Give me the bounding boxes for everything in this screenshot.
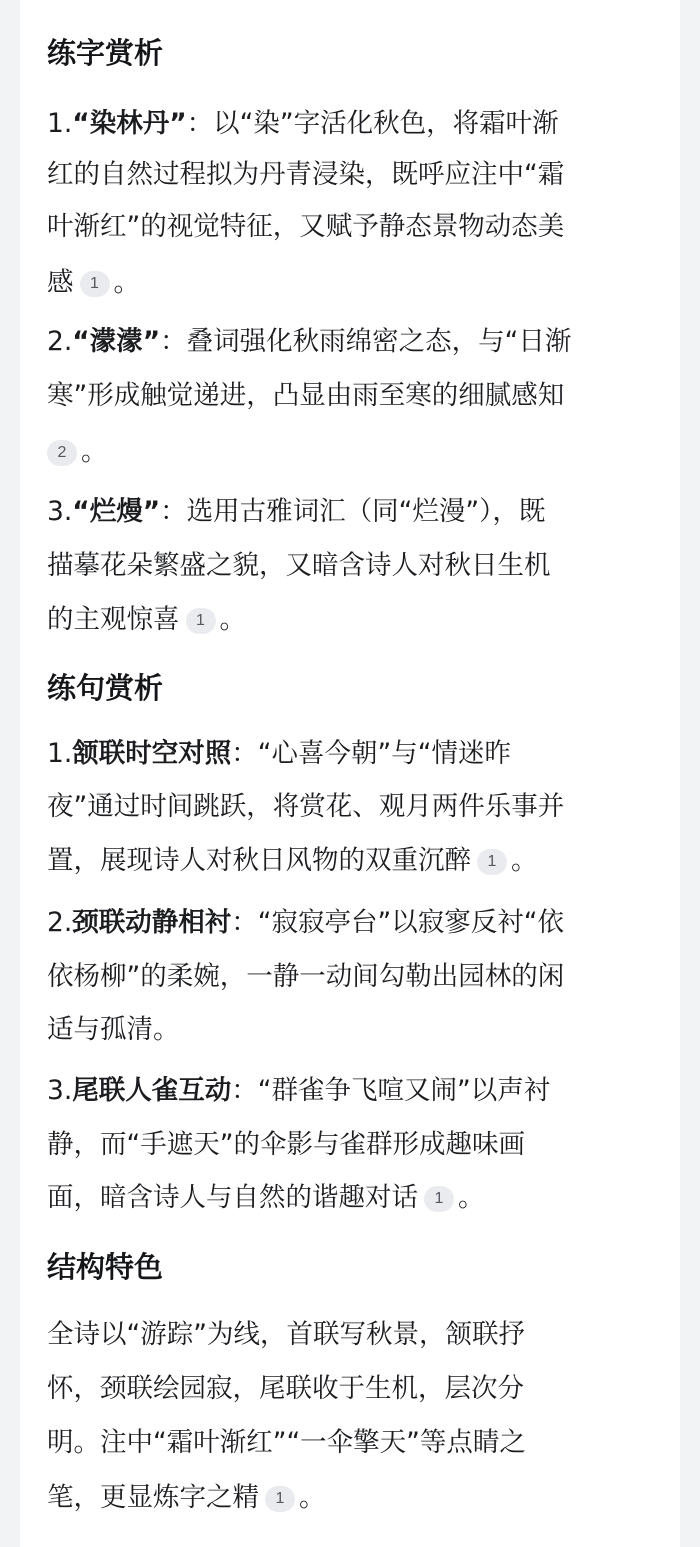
item-text: “寂寂亭台”以寂寥反衬“依 — [257, 907, 564, 938]
item-2-2-line-3: 适与孤清。 — [47, 1014, 180, 1045]
section-heading-jiegou: 结构特色 — [47, 1250, 164, 1284]
item-1-3-line-1 — [47, 492, 545, 532]
item-number: 1. — [47, 738, 73, 769]
item-term: 颈联动静相衬 — [72, 907, 232, 938]
item-colon: ： — [231, 907, 258, 938]
item-term: 颔联时空对照 — [72, 738, 232, 769]
item-text: 的主观惊喜 — [47, 604, 180, 635]
item-1-2-line-3 — [47, 432, 108, 472]
item-number: 3. — [47, 1075, 73, 1106]
item-2-2-line-1 — [47, 903, 564, 943]
item-2-3-line-3 — [47, 1178, 485, 1218]
paragraph-line-3: 明。注中“霜叶渐红”“一伞擎天”等点睛之 — [47, 1427, 526, 1458]
item-1-2-line-2: 寒”形成触觉递进，凸显由雨至寒的细腻感知 — [47, 380, 565, 411]
paragraph-line-1: 全诗以“游踪”为线，首联写秋景，颔联抒 — [47, 1319, 525, 1350]
item-1-1-line-1 — [47, 104, 559, 144]
item-colon: ： — [231, 738, 258, 769]
item-term: 尾联人雀互动 — [72, 1075, 232, 1106]
item-text: 面，暗含诗人与自然的谐趣对话 — [47, 1182, 418, 1213]
item-number: 3. — [47, 496, 73, 527]
citation-badge[interactable]: 1 — [265, 1486, 295, 1512]
paragraph-line-2: 怀，颈联绘园寂，尾联收于生机，层次分 — [47, 1373, 524, 1404]
item-1-1-line-3: 叶渐红”的视觉特征，又赋予静态景物动态美 — [47, 211, 565, 242]
paragraph-line-4 — [47, 1478, 326, 1518]
item-term: “烂熳” — [72, 496, 161, 527]
paragraph-end: 。 — [299, 1482, 326, 1513]
item-2-3-line-1 — [47, 1071, 550, 1111]
item-2-1-line-1 — [47, 734, 511, 774]
item-text: 叠词强化秋雨绵密之态，与“日渐 — [186, 326, 572, 357]
item-1-1-line-2: 红的自然过程拟为丹青浸染，既呼应注中“霜 — [47, 159, 565, 190]
section-heading-lianzi: 练字赏析 — [47, 36, 164, 70]
item-number: 1. — [47, 108, 73, 139]
section-heading-lianju: 练句赏析 — [47, 671, 164, 705]
citation-badge[interactable]: 1 — [424, 1186, 454, 1212]
item-2-1-line-2: 夜”通过时间跳跃，将赏花、观月两件乐事并 — [47, 791, 565, 822]
item-end: 。 — [113, 267, 140, 298]
item-1-1-line-4 — [47, 263, 140, 303]
item-colon: ： — [160, 496, 187, 527]
item-number: 2. — [47, 907, 73, 938]
citation-badge[interactable]: 1 — [186, 608, 216, 634]
item-colon: ： — [231, 1075, 258, 1106]
citation-badge[interactable]: 1 — [477, 849, 507, 875]
item-term: “濛濛” — [72, 326, 161, 357]
item-colon: ： — [186, 108, 214, 139]
item-1-2-line-1 — [47, 322, 571, 362]
item-text: “心喜今朝”与“情迷昨 — [257, 738, 511, 769]
citation-badge[interactable]: 2 — [47, 440, 77, 466]
item-text: “群雀争飞喧又闹”以声衬 — [257, 1075, 551, 1106]
item-text: 选用古雅词汇（同“烂漫”），既 — [186, 496, 546, 527]
item-number: 2. — [47, 326, 73, 357]
item-end: 。 — [458, 1182, 485, 1213]
item-2-3-line-2: 静，而“手遮天”的伞影与雀群形成趣味画 — [47, 1129, 525, 1160]
item-term: “染林丹” — [72, 108, 187, 139]
item-text: 感 — [47, 267, 74, 298]
item-2-1-line-3 — [47, 841, 538, 881]
item-end: 。 — [511, 845, 538, 876]
item-1-3-line-2: 描摹花朵繁盛之貌，又暗含诗人对秋日生机 — [47, 550, 551, 581]
citation-badge[interactable]: 1 — [80, 271, 110, 297]
item-end: 。 — [81, 436, 108, 467]
item-1-3-line-3 — [47, 600, 246, 640]
item-colon: ： — [160, 326, 187, 357]
item-text: 置，展现诗人对秋日风物的双重沉醉 — [47, 845, 471, 876]
item-text: 以“染”字活化秋色，将霜叶渐 — [213, 108, 559, 139]
paragraph-text: 笔，更显炼字之精 — [47, 1482, 259, 1513]
item-2-2-line-2: 依杨柳”的柔婉，一静一动间勾勒出园林的闲 — [47, 961, 565, 992]
page — [20, 0, 680, 1547]
item-end: 。 — [219, 604, 246, 635]
